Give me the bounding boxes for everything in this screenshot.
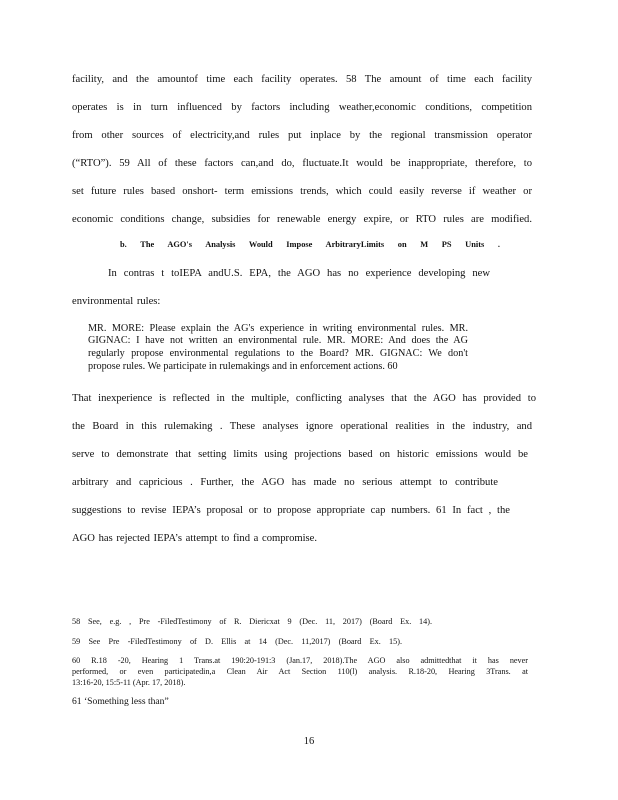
body-line: AGO has rejected IEPA’s attempt to find a compromise. xyxy=(72,533,318,544)
body-line: That inexperience is reflected in the multiple, conflicting analyses that the AGO has provided to xyxy=(72,393,536,404)
footnote: 13:16-20, 15:5-11 (Apr. 17, 2018). xyxy=(72,678,186,687)
body-line: economic conditions change, subsidies for renewable energy expire, or RTO rules are modified. xyxy=(72,214,532,225)
body-line: the Board in this rulemaking . These analyses ignore operational realities in the industry, and xyxy=(72,421,532,432)
page-number: 16 xyxy=(303,736,315,747)
block-quote-line: GIGNAC: I have not written an environmental rule. MR. MORE: And does the AG xyxy=(88,335,468,346)
section-heading: b. The AGO's Analysis Would Impose ArbitraryLimits on M PS Units . xyxy=(120,240,500,249)
block-quote-line: regularly propose environmental regulations to the Board? MR. GIGNAC: We don't xyxy=(88,348,468,359)
footnote: 60 R.18 -20, Hearing 1 Trans.at 190:20-191:3 (Jan.17, 2018).The AGO also admittedthat it has never xyxy=(72,656,528,665)
footnote: performed, or even participatedin,a Clean Air Act Section 110(l) analysis. R.18-20, Hearing 3Trans. at xyxy=(72,667,528,676)
body-line: suggestions to revise IEPA’s proposal or to propose appropriate cap numbers. 61 In fact , the xyxy=(72,505,510,516)
block-quote-line: propose rules. We participate in rulemakings and in enforcement actions. 60 xyxy=(88,361,398,372)
body-line: set future rules based onshort- term emissions trends, which could easily reverse if weather or xyxy=(72,186,532,197)
body-line: from other sources of electricity,and rules put inplace by the regional transmission operator xyxy=(72,130,532,141)
body-line: operates is in turn influenced by factors including weather,economic conditions, competition xyxy=(72,102,532,113)
body-line: facility, and the amountof time each facility operates. 58 The amount of time each facility xyxy=(72,74,532,85)
body-line: environmental rules: xyxy=(72,296,161,307)
footnote: 61 ‘Something less than” xyxy=(72,696,169,707)
body-line: (“RTO”). 59 All of these factors can,and do, fluctuate.It would be inappropriate, therefore, to xyxy=(72,158,532,169)
block-quote-line: MR. MORE: Please explain the AG's experience in writing environmental rules. MR. xyxy=(88,323,468,334)
footnote: 58 See, e.g. , Pre -FiledTestimony of R. Diericxat 9 (Dec. 11, 2017) (Board Ex. 14). xyxy=(72,617,432,626)
footnote: 59 See Pre -FiledTestimony of D. Ellis at 14 (Dec. 11,2017) (Board Ex. 15). xyxy=(72,637,402,646)
body-line: serve to demonstrate that setting limits using projections based on historic emissions would be xyxy=(72,449,528,460)
body-line: arbitrary and capricious . Further, the AGO has made no serious attempt to contribute xyxy=(72,477,498,488)
body-line: In contras t toIEPA andU.S. EPA, the AGO has no experience developing new xyxy=(108,268,490,279)
